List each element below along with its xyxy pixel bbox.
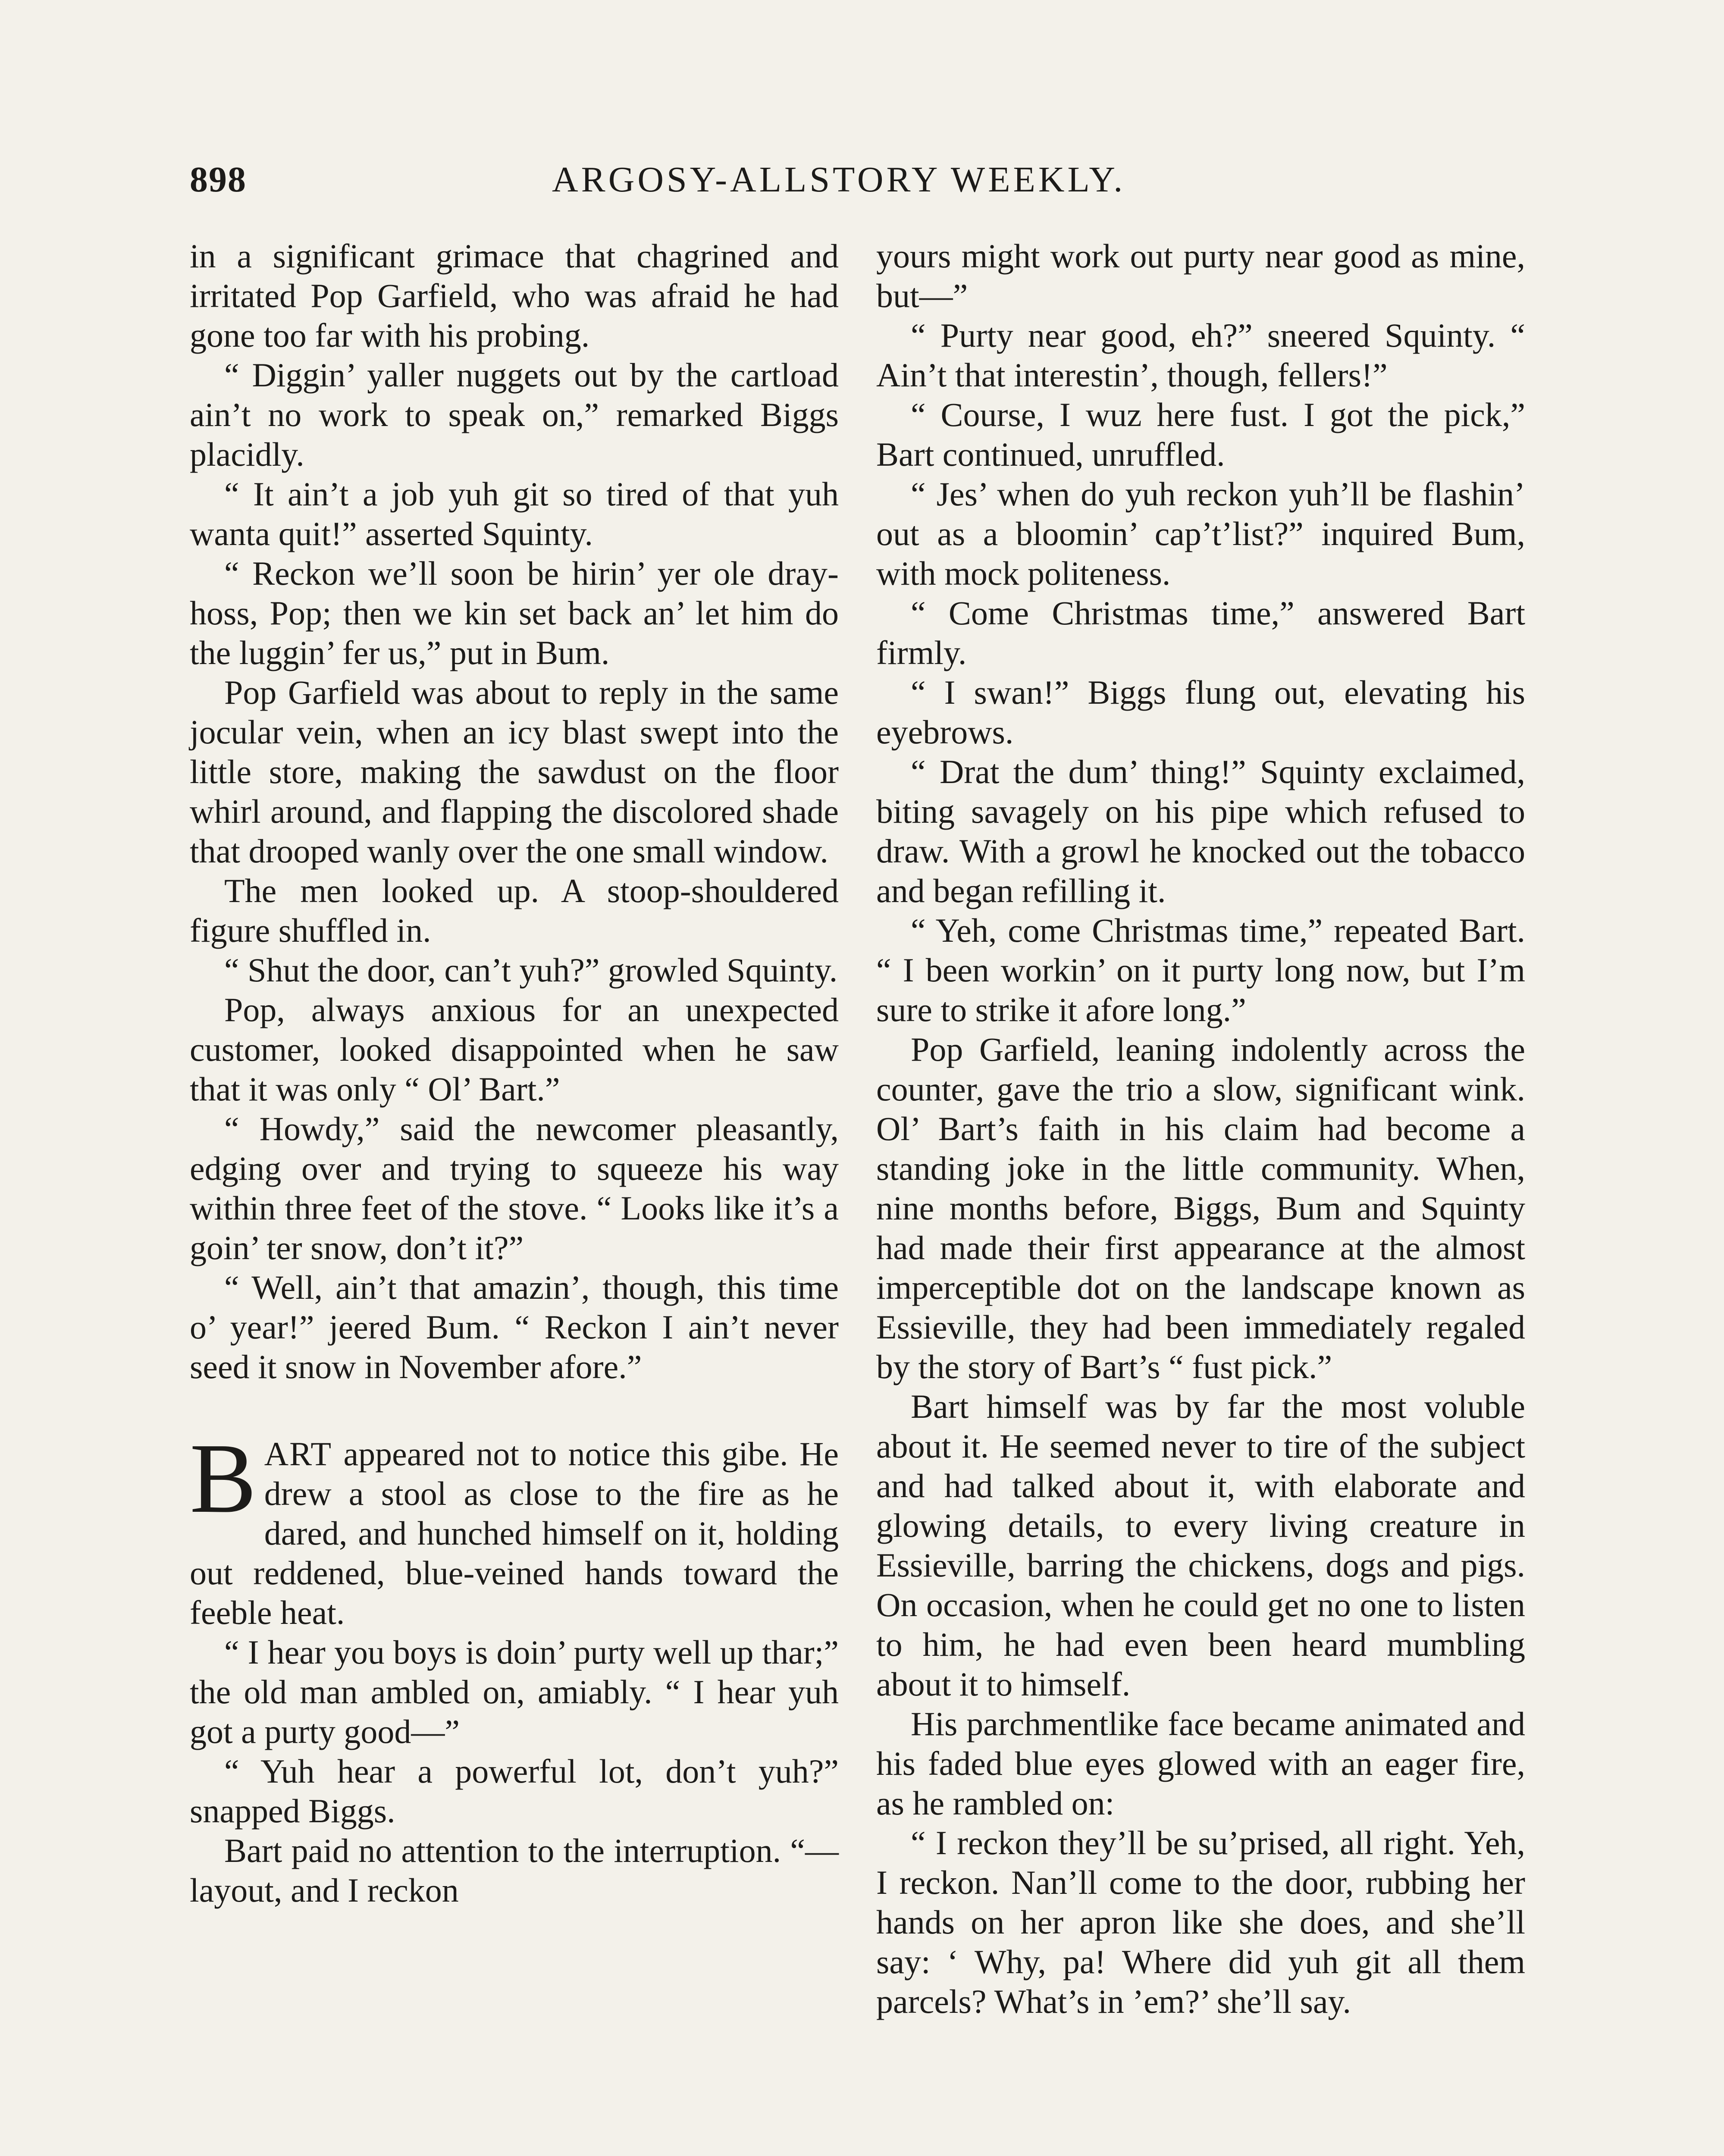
paragraph: “ Diggin’ yaller nuggets out by the cartload ain’t no work to speak on,” remarked Biggs placidly.: [190, 356, 839, 473]
paragraph: “ Reckon we’ll soon be hirin’ yer ole dray-hoss, Pop; then we kin set back an’ let him do the luggin’ fer us,” put in Bum.: [190, 555, 839, 671]
paragraph: Pop Garfield, leaning indolently across the counter, gave the trio a slow, significant wink. Ol’ Bart’s faith in his claim had become a standing joke in the little community. When, nine months before, Biggs, Bum and Squinty had made their first appearance at the almost imperceptible dot on the landscape known as Essieville, they had been immediately regaled by the story of Bart’s “ fust pick.”: [876, 1031, 1525, 1385]
paragraph: “ Purty near good, eh?” sneered Squinty. “ Ain’t that interestin’, though, fellers!”: [876, 317, 1525, 394]
paragraph: “ It ain’t a job yuh git so tired of that yuh wanta quit!” asserted Squinty.: [190, 475, 839, 552]
paragraph: His parchmentlike face became animated and his faded blue eyes glowed with an eager fire, as he rambled on:: [876, 1705, 1525, 1822]
dropcap-paragraph: [190, 1423, 839, 1633]
paragraph: “ Yeh, come Christmas time,” repeated Bart. “ I been workin’ on it purty long now, but I’m sure to strike it afore long.”: [876, 912, 1525, 1028]
paragraph: Bart himself was by far the most voluble about it. He seemed never to tire of the subject and had talked about it, with elaborate and glowing details, to every living creature in Essieville, barring the chickens, dogs and pigs. On occasion, when he could get no one to listen to him, he had even been heard mumbling about it to himself.: [876, 1388, 1525, 1703]
paragraph: “ I hear you boys is doin’ purty well up thar;” the old man ambled on, amiably. “ I hear yuh got a purty good—”: [190, 1633, 839, 1750]
paragraph: Bart paid no attention to the interruption. “—layout, and I reckon: [190, 1832, 839, 1909]
paragraph: “ Jes’ when do yuh reckon yuh’ll be flashin’ out as a bloomin’ cap’t’list?” inquired Bum, with mock politeness.: [876, 475, 1525, 592]
dropcap-smallcaps: ART: [264, 1435, 332, 1473]
paragraph: “ I reckon they’ll be su’prised, all right. Yeh, I reckon. Nan’ll come to the door, rubbing her hands on her apron like she does, and she’ll say: ‘ Why, pa! Where did yuh git all them parcels? What’s in ’em?’ she’ll say.: [876, 1824, 1525, 2020]
left-column: [190, 236, 839, 1910]
paragraph: “ Drat the dum’ thing!” Squinty exclaimed, biting savagely on his pipe which refused to draw. With a growl he knocked out the tobacco and began refilling it.: [876, 753, 1525, 909]
paragraph: “ Well, ain’t that amazin’, though, this time o’ year!” jeered Bum. “ Reckon I ain’t never seed it snow in November afore.”: [190, 1269, 839, 1385]
paragraph: yours might work out purty near good as mine, but—”: [876, 237, 1525, 314]
paragraph: “ Howdy,” said the newcomer pleasantly, edging over and trying to squeeze his way within three feet of the stove. “ Looks like it’s a goin’ ter snow, don’t it?”: [190, 1110, 839, 1266]
running-head: ARGOSY-ALLSTORY WEEKLY.: [552, 160, 1126, 200]
paragraph: Pop, always anxious for an unexpected customer, looked disappointed when he saw that it was only “ Ol’ Bart.”: [190, 991, 839, 1108]
paragraph: The men looked up. A stoop-shouldered figure shuffled in.: [190, 872, 839, 949]
drop-cap: B: [190, 1423, 257, 1534]
paragraph: in a significant grimace that chagrined and irritated Pop Garfield, who was afraid he had gone too far with his probing.: [190, 237, 839, 354]
paragraph: “ I swan!” Biggs flung out, elevating his eyebrows.: [876, 674, 1525, 751]
dropcap-text: appeared not to notice this gibe. He drew a stool as close to the fire as he dared, and hunched himself on it, holding out reddened, blue-veined hands toward the feeble heat.: [190, 1435, 839, 1631]
paragraph: “ Come Christmas time,” answered Bart firmly.: [876, 594, 1525, 671]
page-header: [190, 159, 1535, 206]
right-column: [876, 236, 1525, 2021]
paragraph: Pop Garfield was about to reply in the same jocular vein, when an icy blast swept into the little store, making the sawdust on the floor whirl around, and flapping the discolored shade that drooped wanly over the one small window.: [190, 674, 839, 870]
paragraph: “ Course, I wuz here fust. I got the pick,” Bart continued, unruffled.: [876, 396, 1525, 473]
paragraph: “ Yuh hear a powerful lot, don’t yuh?” snapped Biggs.: [190, 1752, 839, 1830]
page-number: 898: [190, 160, 247, 200]
paragraph: “ Shut the door, can’t yuh?” growled Squinty.: [224, 951, 838, 989]
